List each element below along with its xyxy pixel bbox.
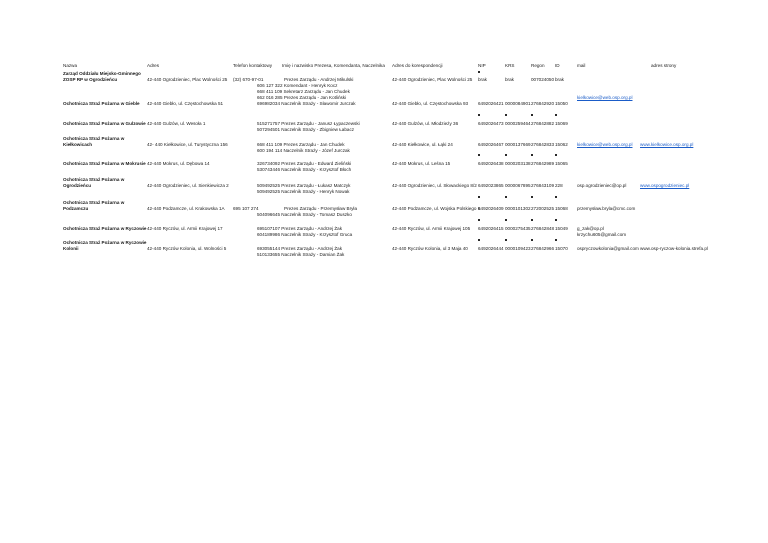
cell-marker bbox=[505, 219, 507, 221]
cell-marker bbox=[555, 219, 557, 221]
row-address: 42-440 Podzamcze, ul. Krakowska 1A bbox=[147, 206, 225, 211]
row-krs: 0000101302 bbox=[505, 206, 531, 211]
row-regon: 276843109 bbox=[531, 183, 554, 188]
cell-marker bbox=[478, 219, 480, 221]
row-id: 15070 bbox=[555, 246, 568, 251]
row-id: 15062 bbox=[555, 142, 568, 147]
row-name: ZOSP RP w Ogrodzieńcu bbox=[63, 77, 118, 82]
cell-marker bbox=[555, 154, 557, 156]
cell-marker bbox=[505, 114, 507, 116]
row-krs: 0000275435 bbox=[505, 226, 531, 231]
row-www-link[interactable]: www.ospogrodzieniec.pl bbox=[640, 183, 690, 188]
row-nip: 6492026467 bbox=[478, 142, 504, 147]
row-corr: 42-440 Ogrodzieniec, ul. Słowackiego 8/2 bbox=[392, 183, 477, 188]
header-regon: Regon bbox=[531, 63, 545, 68]
row-person: 510133655 Naczelnik Straży - Damian Żak bbox=[257, 252, 345, 257]
row-address: 42- 440 Kiełkowice, ul. Turystyczna 156 bbox=[147, 142, 228, 147]
header-strona: adres strony bbox=[651, 63, 677, 68]
row-person: 662 016 285 Prezes Zarządu - Jan Kotliński bbox=[257, 95, 347, 100]
row-nip: 6492026421 bbox=[478, 101, 504, 106]
row-name: Ochotnicza Straż Pożarna w Ryczowie bbox=[63, 240, 147, 245]
row-name: Ochotnicza Straż Pożarna w bbox=[63, 136, 125, 141]
header-nip: NIP bbox=[478, 63, 486, 68]
row-person: 600 194 114 Naczelnik Straży - Józef Jurczak bbox=[257, 148, 350, 153]
row-nip: 6492023865 bbox=[478, 183, 504, 188]
row-krs: 0000109423 bbox=[505, 246, 531, 251]
header-id: ID bbox=[555, 63, 560, 68]
row-mail: ospryczowkolonia@gmail.com bbox=[577, 246, 639, 251]
row-name: Ochotnicza Straż Pożarna w Gulzowie bbox=[63, 121, 146, 126]
row-krs: 0000137669 bbox=[505, 142, 531, 147]
cell-marker bbox=[505, 154, 507, 156]
row-person: 326734092 Prezes Zarządu - Edward Zieliński bbox=[257, 161, 352, 166]
row-name: Ochotnicza Straż Pożarna w Gieble bbox=[63, 101, 140, 106]
row-phone: 695 107 274 bbox=[233, 206, 259, 211]
cell-marker bbox=[531, 114, 533, 116]
row-regon: 276842833 bbox=[531, 142, 554, 147]
header-krs: KRS bbox=[505, 63, 515, 68]
row-name: Zarząd Oddziału Miejsko-Gminnego bbox=[63, 71, 141, 76]
row-regon: 276842989 bbox=[531, 161, 554, 166]
row-corr: 42-440 Ryczów Kolonia, ul 3 Maja 40 bbox=[392, 246, 468, 251]
header-adres-korespondencji: Adres do korespondencji bbox=[392, 63, 443, 68]
row-www: www.osp-ryczow-kolonia.strefa.pl bbox=[640, 246, 708, 251]
row-person: 604189986 Naczelnik Straży - Krzysztof Gruca bbox=[257, 232, 353, 237]
row-name: Ogrodzieńcu bbox=[63, 183, 92, 188]
row-person: 504096645 Naczelnik Straży - Tomasz Duszko bbox=[257, 212, 352, 217]
row-corr: 42-440 Mokrus, ul. Leśna 15 bbox=[392, 161, 451, 166]
row-address: 42-440 Giebło, ul. Częstochowska 51 bbox=[147, 101, 224, 106]
row-nip: 6492026409 bbox=[478, 206, 504, 211]
row-mail-secondary: krzychu605@gmail.com bbox=[577, 232, 627, 237]
header-mail: mail bbox=[577, 63, 586, 68]
row-mail-link[interactable]: kielkowice@web.osp.org.pl bbox=[577, 95, 633, 100]
row-mail: osp.ogrodzieniec@op.pl bbox=[577, 183, 627, 188]
row-id: 15049 bbox=[555, 226, 568, 231]
row-id: 15050 bbox=[555, 101, 568, 106]
cell-marker bbox=[555, 114, 557, 116]
row-nip: brak bbox=[478, 77, 487, 82]
row-krs: brak bbox=[505, 77, 514, 82]
row-name: Ochotnicza Straż Pożarna w Mokrusie bbox=[63, 161, 146, 166]
row-name: Ochotnicza Straż Pożarna w bbox=[63, 177, 125, 182]
row-person: 509492525 Naczelnik Straży - Henryk Nowak bbox=[257, 189, 350, 194]
cell-marker bbox=[531, 239, 533, 241]
row-regon: 276842882 bbox=[531, 121, 554, 126]
row-nip: 6492026415 bbox=[478, 226, 504, 231]
row-id: 15068 bbox=[555, 206, 568, 211]
row-id: 228 bbox=[555, 183, 563, 188]
row-address: 42-440 Ogrodzieniec, Plac Wolności 25 bbox=[147, 77, 228, 82]
row-corr: 42-440 Ryczów, ul. Armii Krajowej 105 bbox=[392, 226, 471, 231]
cell-marker bbox=[478, 239, 480, 241]
row-corr: 42-440 Podzamcze, ul. Wojska Polskiego 6 bbox=[392, 206, 481, 211]
row-corr: 42-440 Ogrodzieniec, Plac Wolności 25 bbox=[392, 77, 473, 82]
row-person: Prezes Zarządu - Przemysław Bryła bbox=[284, 206, 358, 211]
row-person: 606 127 322 Komendant - Henryk Kocz bbox=[257, 83, 338, 88]
row-nip: 6492026473 bbox=[478, 121, 504, 126]
header-imie: Imię i nazwisko Prezesa, Komendanta, Naczelnika bbox=[282, 63, 385, 68]
row-krs: 0000203138 bbox=[505, 161, 531, 166]
row-address: 42-440 Ryczów Kolonia, ul. Wolności 5 bbox=[147, 246, 227, 251]
row-name: Kolonii bbox=[63, 246, 79, 251]
row-person: 530743446 Naczelnik Straży - Krzysztof Błoch bbox=[257, 167, 352, 172]
row-person: 693055144 Prezes Zarządu - Andrzej Żak bbox=[257, 246, 343, 251]
row-address: 42-440 Mokrus, ul. Dębowa 14 bbox=[147, 161, 210, 166]
cell-marker bbox=[555, 239, 557, 241]
row-nip: 6492026444 bbox=[478, 246, 504, 251]
cell-marker bbox=[478, 114, 480, 116]
cell-marker bbox=[531, 196, 533, 198]
row-regon: 276842966 bbox=[531, 246, 554, 251]
row-person: 507294501 Naczelnik Straży - Zbigniew Łabacz bbox=[257, 127, 355, 132]
row-corr: 42-440 Giebło, ul. Częstochowska 93 bbox=[392, 101, 469, 106]
row-person: 509492525 Prezes Zarządu - Łukasz Matczyk bbox=[257, 183, 351, 188]
row-person: 515271757 Prezes Zarządu - Janusz Łypaczewski bbox=[257, 121, 360, 126]
row-phone: (32) 670-97-01 bbox=[233, 77, 264, 82]
row-name: Ochotnicza Straż Pożarna w Ryczowie bbox=[63, 226, 147, 231]
row-person: 668 411 109 Prezes Zarządu - Jan Chudek bbox=[257, 142, 345, 147]
row-regon: 276842848 bbox=[531, 226, 554, 231]
row-corr: 42-440 Kiełkowice, ul. Łąki 24 bbox=[392, 142, 453, 147]
cell-marker bbox=[505, 196, 507, 198]
cell-marker bbox=[555, 196, 557, 198]
row-krs: 0000259464 bbox=[505, 121, 531, 126]
row-id: brak bbox=[555, 77, 564, 82]
row-krs: 0000067895 bbox=[505, 183, 531, 188]
cell-marker bbox=[531, 154, 533, 156]
row-person: 695107107 Prezes Zarządu - Andrzej Żak bbox=[257, 226, 343, 231]
row-regon: 007024050 bbox=[531, 77, 554, 82]
row-regon: 276842920 bbox=[531, 101, 554, 106]
row-name: Ochotnicza Straż Pożarna w bbox=[63, 200, 125, 205]
header-nazwa: Nazwa bbox=[63, 63, 78, 68]
row-regon: 272002525 bbox=[531, 206, 554, 211]
row-mail-link[interactable]: kielkowice@web.osp.org.pl bbox=[577, 142, 633, 147]
row-address: 42-440 Gulzów, ul. Wesoła 1 bbox=[147, 121, 206, 126]
cell-marker bbox=[505, 239, 507, 241]
row-nip: 6492026438 bbox=[478, 161, 504, 166]
cell-marker bbox=[531, 219, 533, 221]
row-mail: przemysław.bryla@cmc.com bbox=[577, 206, 636, 211]
header-telefon: Telefon kontaktowy bbox=[233, 63, 273, 68]
row-krs: 0000084901 bbox=[505, 101, 531, 106]
row-id: 15065 bbox=[555, 161, 568, 166]
row-name: Podzamczu bbox=[63, 206, 89, 211]
row-person: 696982034 Naczelnik Straży - Sławomir Jurczak bbox=[257, 101, 356, 106]
row-mail: g_zak@op.pl bbox=[577, 226, 604, 231]
cell-marker bbox=[478, 154, 480, 156]
row-address: 42-440 Ryczów, ul. Armii Krajowej 17 bbox=[147, 226, 223, 231]
cell-marker bbox=[478, 71, 480, 73]
row-id: 15069 bbox=[555, 121, 568, 126]
row-name: Kiełkowicach bbox=[63, 142, 93, 147]
cell-marker bbox=[478, 196, 480, 198]
row-person: Prezes Zarządu - Andrzej Mikulski bbox=[284, 77, 354, 82]
row-corr: 42-440 Gulzów, ul. Młodzieży 36 bbox=[392, 121, 459, 126]
row-www-link[interactable]: www.kielkowice.osp.org.pl bbox=[640, 142, 694, 147]
header-adres: Adres bbox=[147, 63, 160, 68]
row-person: 668 411 109 Sekretarz Zarządu - Jan Chudek bbox=[257, 89, 350, 94]
row-address: 42-440 Ogrodzieniec, ul. Sienkiewicza 2 bbox=[147, 183, 229, 188]
